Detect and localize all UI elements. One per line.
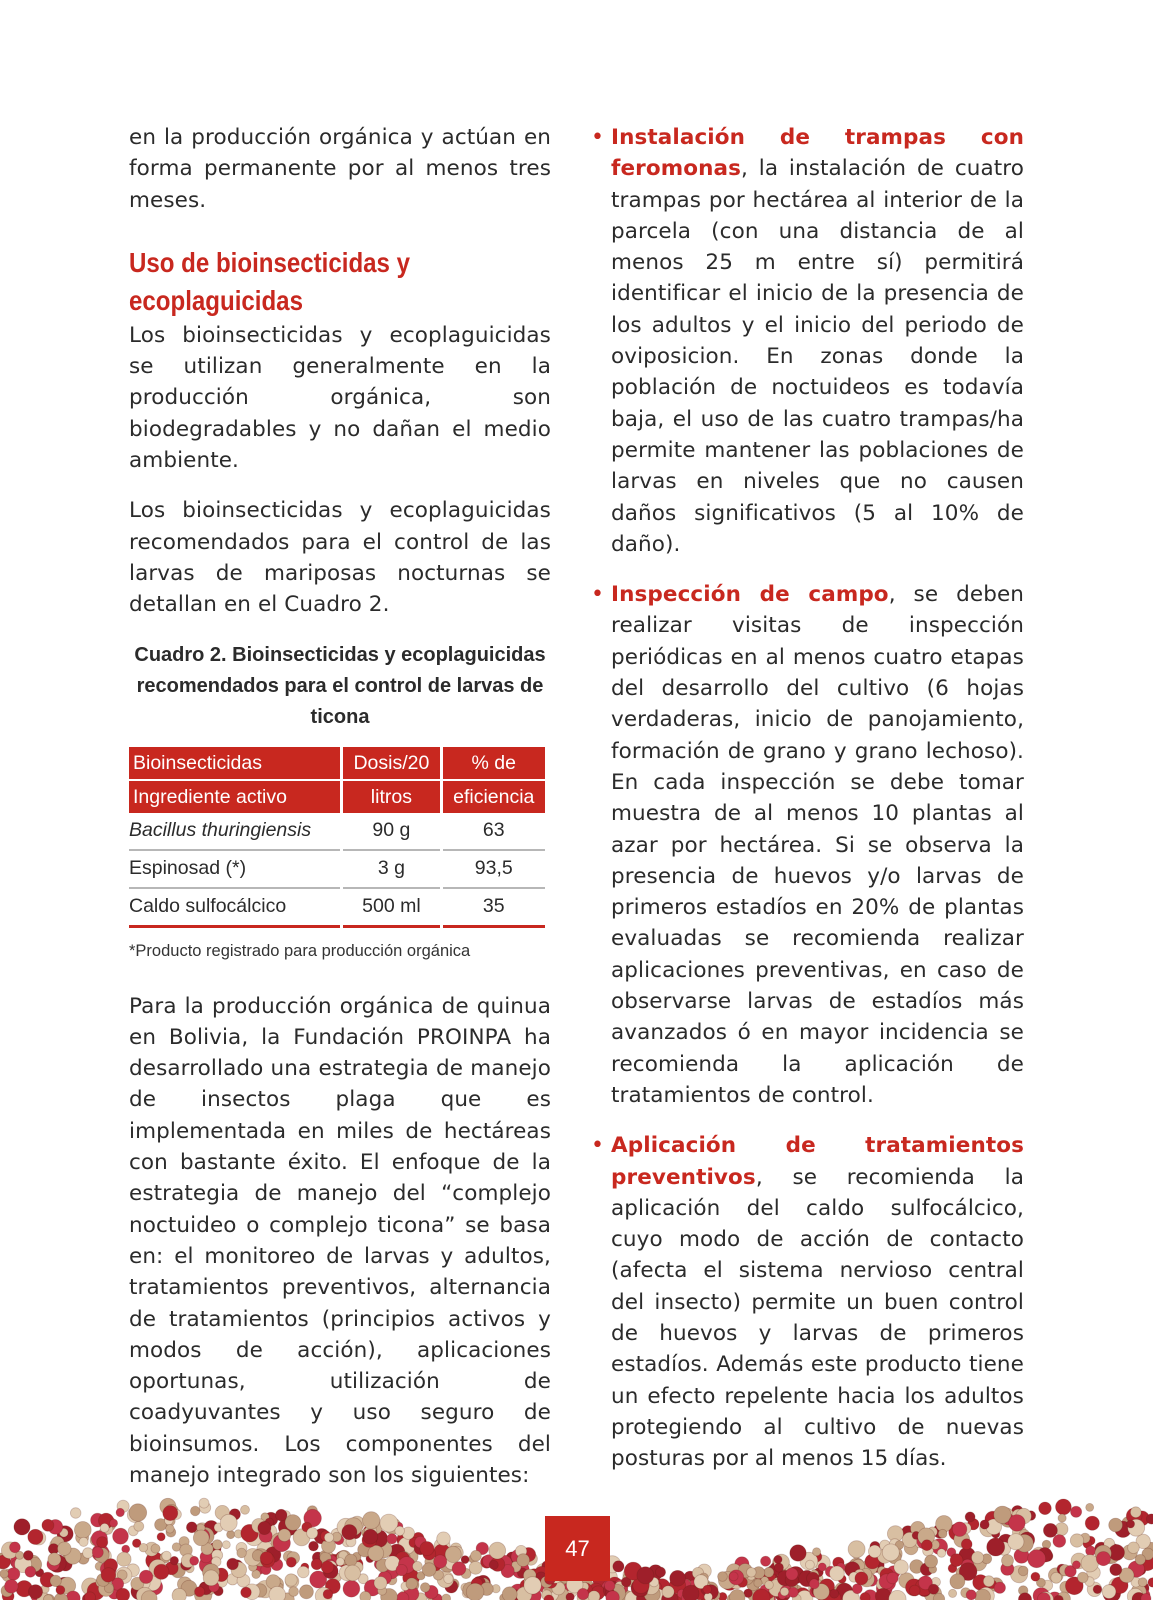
quinoa-grain bbox=[489, 1542, 506, 1559]
quinoa-grain bbox=[241, 1587, 252, 1598]
quinoa-grain bbox=[139, 1543, 148, 1552]
quinoa-grain bbox=[157, 1533, 165, 1541]
bullet-item-inspection bbox=[591, 579, 1025, 1111]
quinoa-grain bbox=[220, 1514, 237, 1531]
quinoa-grain bbox=[1093, 1585, 1102, 1594]
quinoa-grain bbox=[154, 1564, 169, 1579]
quinoa-grain bbox=[790, 1545, 806, 1561]
quinoa-grain bbox=[452, 1562, 466, 1576]
quinoa-grain bbox=[7, 1568, 20, 1581]
table-row bbox=[129, 851, 545, 889]
quinoa-grain bbox=[469, 1561, 482, 1574]
quinoa-grain bbox=[445, 1546, 461, 1562]
quinoa-grain bbox=[258, 1521, 271, 1534]
quinoa-grain bbox=[809, 1579, 819, 1589]
quinoa-grain bbox=[50, 1575, 61, 1586]
quinoa-grain bbox=[655, 1567, 665, 1577]
quinoa-grain bbox=[151, 1544, 160, 1553]
quinoa-grain bbox=[190, 1556, 199, 1565]
quinoa-grain bbox=[420, 1542, 434, 1556]
quinoa-grain bbox=[730, 1590, 746, 1600]
quinoa-grain bbox=[79, 1537, 88, 1546]
table-header-col2-bottom: litros bbox=[343, 781, 439, 813]
quinoa-grain bbox=[1009, 1515, 1026, 1532]
quinoa-grain bbox=[502, 1587, 517, 1600]
quinoa-grain bbox=[307, 1528, 318, 1539]
intro-paragraph: en la producción orgánica y actúan en forma permanente por al menos tres meses. bbox=[129, 125, 551, 213]
quinoa-grain bbox=[517, 1554, 530, 1567]
quinoa-grain bbox=[588, 1591, 600, 1600]
quinoa-grain bbox=[637, 1567, 654, 1584]
table-cell-name: Caldo sulfocálcico bbox=[129, 889, 340, 928]
quinoa-grain bbox=[764, 1567, 774, 1577]
quinoa-grain bbox=[774, 1555, 782, 1563]
quinoa-grain bbox=[747, 1568, 757, 1578]
quinoa-grain bbox=[212, 1540, 222, 1550]
quinoa-grain bbox=[434, 1555, 447, 1568]
quinoa-grain bbox=[830, 1589, 839, 1598]
quinoa-grain bbox=[604, 1580, 615, 1591]
quinoa-grain bbox=[186, 1522, 197, 1533]
quinoa-grain bbox=[1085, 1516, 1099, 1530]
quinoa-grain bbox=[289, 1587, 299, 1597]
quinoa-grain bbox=[25, 1566, 36, 1577]
quinoa-grain bbox=[980, 1520, 989, 1529]
quinoa-grain bbox=[1146, 1514, 1153, 1524]
table-row bbox=[129, 813, 545, 851]
quinoa-grain bbox=[309, 1541, 319, 1551]
quinoa-grain bbox=[1072, 1561, 1080, 1569]
quinoa-grain bbox=[84, 1592, 95, 1600]
quinoa-grain bbox=[1127, 1520, 1135, 1528]
quinoa-grain bbox=[343, 1580, 360, 1597]
quinoa-grain bbox=[894, 1560, 908, 1574]
quinoa-grain bbox=[193, 1530, 209, 1546]
quinoa-grain bbox=[1053, 1535, 1066, 1548]
quinoa-grain bbox=[113, 1528, 129, 1544]
bioinsecticides-paragraph: Los bioinsecticidas y ecoplaguicidas se utilizan generalmente en la producción orgánica, son biodegradables y no dañan el medio ambiente. bbox=[129, 322, 551, 474]
quinoa-grain bbox=[961, 1539, 972, 1550]
quinoa-grain bbox=[195, 1587, 205, 1597]
bullet-icon: • bbox=[591, 125, 605, 150]
quinoa-grain bbox=[396, 1564, 407, 1575]
quinoa-grain bbox=[222, 1541, 230, 1549]
bullet-title: Aplicación de tratamientos preventivos bbox=[611, 1133, 1024, 1190]
bullet-text: , se deben realizar visitas de inspección periódicas en al menos cuatro etapas del desarrollo del cultivo (6 hojas verdaderas, inicio de panojamiento, formación de grano y grano lechoso). En cada inspección se debe tomar muestra de al menos 10 plantas al azar por hectárea. Si se observa la presencia de huevos y/o larvas de primeros estadíos en 20% de plantas evaluadas se recomienda realizar aplicaciones preventivas, en caso de observarse larvas de estadíos más avanzados ó en mayor incidencia se recomienda la aplicación de tratamientos de control. bbox=[611, 582, 1025, 1108]
quinoa-grain bbox=[324, 1533, 333, 1542]
quinoa-grain bbox=[323, 1589, 333, 1599]
quinoa-grain bbox=[58, 1542, 72, 1556]
quinoa-grain bbox=[1141, 1593, 1151, 1600]
bullet-item-preventive bbox=[591, 1130, 1024, 1474]
quinoa-grain bbox=[110, 1519, 118, 1527]
quinoa-grain bbox=[1130, 1507, 1141, 1518]
quinoa-grain bbox=[765, 1581, 774, 1590]
quinoa-grain bbox=[406, 1578, 418, 1590]
quinoa-grain bbox=[97, 1537, 108, 1548]
quinoa-grain bbox=[285, 1574, 297, 1586]
table-header-col1-top: Bioinsecticidas bbox=[129, 747, 340, 781]
quinoa-grain bbox=[1008, 1534, 1024, 1550]
quinoa-grain bbox=[28, 1529, 43, 1544]
table-cell-efficiency: 93,5 bbox=[443, 851, 545, 889]
quinoa-grain bbox=[774, 1563, 783, 1572]
quinoa-grain bbox=[1039, 1502, 1052, 1515]
quinoa-grain bbox=[101, 1568, 116, 1583]
table-caption: Cuadro 2. Bioinsecticidas y ecoplaguicidas recomendados para el control de larvas de ticona bbox=[134, 643, 546, 728]
quinoa-grain bbox=[14, 1519, 30, 1535]
quinoa-grain bbox=[442, 1594, 451, 1600]
quinoa-grain bbox=[74, 1522, 91, 1539]
quinoa-grain bbox=[42, 1519, 54, 1531]
quinoa-grain bbox=[336, 1558, 344, 1566]
table-cell-dose: 90 g bbox=[343, 813, 439, 851]
strategy-paragraph: Para la producción orgánica de quinua en Bolivia, la Fundación PROINPA ha desarrollado una estrategia de manejo de insectos plaga que es implementada en miles de hectáreas con bastante éxito. El enfoque de la estrategia de manejo del “complejo noctuideo o complejo ticona” se basa en: el monitoreo de larvas y adultos, tratamientos preventivos, alternancia de tratamientos (principios activos y modos de acción), aplicaciones oportunas, utilización de coadyuvantes y uso seguro de bioinsumos. Los componentes del manejo integrado son los siguientes: bbox=[129, 993, 551, 1489]
quinoa-grain bbox=[950, 1574, 965, 1589]
quinoa-grain bbox=[805, 1560, 814, 1569]
quinoa-grain bbox=[260, 1552, 273, 1565]
quinoa-grain bbox=[92, 1547, 103, 1558]
quinoa-grain bbox=[909, 1585, 920, 1596]
quinoa-grain bbox=[413, 1561, 423, 1571]
quinoa-grain bbox=[1028, 1550, 1046, 1568]
section-heading bbox=[129, 244, 551, 320]
quinoa-grain bbox=[887, 1572, 899, 1584]
quinoa-grain bbox=[299, 1585, 313, 1599]
quinoa-grain bbox=[134, 1521, 144, 1531]
left-column bbox=[129, 122, 551, 1510]
quinoa-grain bbox=[83, 1548, 94, 1559]
quinoa-grain bbox=[1058, 1514, 1066, 1522]
quinoa-grain bbox=[670, 1570, 686, 1586]
quinoa-grain bbox=[170, 1556, 178, 1564]
quinoa-grain bbox=[363, 1529, 378, 1544]
quinoa-grain bbox=[466, 1583, 484, 1600]
quinoa-grain bbox=[23, 1551, 33, 1561]
quinoa-grain bbox=[1056, 1499, 1072, 1515]
bullet-item-traps bbox=[591, 122, 1024, 560]
quinoa-grain bbox=[5, 1580, 19, 1594]
table-cell-name: Espinosad (*) bbox=[129, 851, 340, 889]
quinoa-grain bbox=[1031, 1572, 1040, 1581]
quinoa-grain bbox=[950, 1554, 963, 1567]
quinoa-grain bbox=[286, 1557, 296, 1567]
quinoa-grain bbox=[577, 1588, 588, 1599]
quinoa-grain bbox=[786, 1568, 798, 1580]
quinoa-grain bbox=[162, 1551, 171, 1560]
quinoa-grain bbox=[949, 1589, 957, 1597]
quinoa-grain bbox=[70, 1508, 81, 1519]
quinoa-grain bbox=[524, 1577, 541, 1594]
page-number: 47 bbox=[545, 1516, 610, 1581]
quinoa-grain bbox=[1018, 1566, 1028, 1576]
table-cell-dose: 3 g bbox=[343, 851, 439, 889]
quinoa-grain bbox=[360, 1591, 371, 1600]
bullet-icon: • bbox=[591, 1133, 605, 1159]
quinoa-grain bbox=[117, 1552, 131, 1566]
quinoa-grain bbox=[269, 1586, 286, 1600]
bullet-text: , se recomienda la aplicación del caldo sulfocálcico, cuyo modo de acción de contacto (afecta el sistema nervioso central del insecto) permite un buen control de huevos y larvas de primeros estadíos. Además este producto tiene un efecto repelente hacia los adultos protegiendo al cultivo de nuevas posturas por al menos 15 días. bbox=[611, 1164, 1024, 1472]
quinoa-grain bbox=[139, 1570, 152, 1583]
quinoa-grain bbox=[1102, 1585, 1116, 1599]
quinoa-grain bbox=[1070, 1534, 1083, 1547]
table-header-col3-top: % de bbox=[443, 747, 545, 781]
quinoa-grain bbox=[952, 1522, 967, 1537]
quinoa-grain bbox=[929, 1584, 939, 1594]
quinoa-grain bbox=[830, 1566, 845, 1581]
quinoa-grain bbox=[1078, 1572, 1089, 1583]
quinoa-grain bbox=[395, 1526, 405, 1536]
quinoa-grain bbox=[972, 1552, 984, 1564]
quinoa-grain bbox=[420, 1583, 430, 1593]
table-footnote: *Producto registrado para producción orgánica bbox=[129, 941, 471, 960]
quinoa-grain bbox=[1043, 1523, 1057, 1537]
quinoa-grain bbox=[311, 1559, 322, 1570]
quinoa-grain bbox=[275, 1509, 287, 1521]
quinoa-grain bbox=[868, 1545, 881, 1558]
section-heading-line2: ecoplaguicidas bbox=[129, 284, 303, 316]
quinoa-grain bbox=[994, 1582, 1005, 1593]
quinoa-grain bbox=[1096, 1552, 1110, 1566]
quinoa-grain bbox=[983, 1576, 994, 1587]
table-header-col3-bottom: eficiencia bbox=[443, 781, 545, 813]
quinoa-grain bbox=[729, 1572, 738, 1581]
quinoa-grain bbox=[1135, 1554, 1145, 1564]
table-cell-name: Bacillus thuringiensis bbox=[129, 813, 340, 851]
section-heading-line1: Uso de bioinsecticidas y bbox=[129, 246, 411, 278]
quinoa-grain bbox=[788, 1587, 798, 1597]
table-header-col2-top: Dosis/20 bbox=[343, 747, 439, 781]
quinoa-grain bbox=[374, 1577, 387, 1590]
quinoa-grain bbox=[855, 1572, 868, 1585]
recommended-paragraph: Los bioinsecticidas y ecoplaguicidas recomendados para el control de las larvas de mariposas nocturnas se detallan en el Cuadro 2. bbox=[129, 498, 551, 618]
quinoa-grain bbox=[882, 1544, 899, 1561]
bullet-title: Inspección de campo bbox=[611, 582, 889, 608]
quinoa-grain bbox=[100, 1523, 109, 1532]
quinoa-grain bbox=[28, 1585, 42, 1599]
quinoa-grain bbox=[387, 1534, 397, 1544]
quinoa-grain bbox=[56, 1586, 65, 1595]
quinoa-grain bbox=[613, 1561, 624, 1572]
bioinsecticides-table bbox=[126, 747, 548, 928]
quinoa-grain bbox=[471, 1550, 482, 1561]
quinoa-grain bbox=[203, 1570, 219, 1586]
quinoa-grain bbox=[662, 1586, 674, 1598]
quinoa-grain bbox=[363, 1512, 380, 1529]
quinoa-grain bbox=[925, 1555, 938, 1568]
quinoa-grain bbox=[437, 1532, 451, 1546]
quinoa-grain bbox=[703, 1585, 712, 1594]
quinoa-grain bbox=[965, 1512, 975, 1522]
quinoa-grain bbox=[0, 1570, 8, 1579]
quinoa-grain bbox=[48, 1553, 61, 1566]
table-header-col1-bottom: Ingrediente activo bbox=[129, 781, 340, 813]
quinoa-grain bbox=[1086, 1503, 1094, 1511]
quinoa-grain bbox=[761, 1556, 771, 1566]
quinoa-grain bbox=[987, 1538, 1005, 1556]
quinoa-grain bbox=[1002, 1555, 1014, 1567]
table-cell-dose: 500 ml bbox=[343, 889, 439, 928]
quinoa-grain bbox=[321, 1561, 334, 1574]
quinoa-grain bbox=[848, 1541, 865, 1558]
quinoa-grain bbox=[298, 1566, 310, 1578]
quinoa-grain bbox=[116, 1588, 130, 1600]
table-cell-efficiency: 35 bbox=[443, 889, 545, 928]
quinoa-grain bbox=[237, 1548, 247, 1558]
quinoa-grain bbox=[227, 1531, 235, 1539]
quinoa-grain bbox=[1081, 1555, 1098, 1572]
quinoa-grain bbox=[813, 1548, 821, 1556]
quinoa-grain bbox=[285, 1515, 301, 1531]
table-row bbox=[129, 889, 545, 928]
table-cell-efficiency: 63 bbox=[443, 813, 545, 851]
bullet-icon: • bbox=[591, 582, 605, 608]
quinoa-grain bbox=[937, 1549, 946, 1558]
quinoa-grain bbox=[922, 1540, 933, 1551]
quinoa-grain bbox=[1138, 1578, 1147, 1587]
quinoa-grain bbox=[166, 1525, 175, 1534]
quinoa-grain bbox=[172, 1588, 186, 1600]
quinoa-grain bbox=[718, 1572, 728, 1582]
quinoa-grain bbox=[1109, 1518, 1123, 1532]
quinoa-grain bbox=[818, 1563, 826, 1571]
quinoa-grain bbox=[860, 1593, 870, 1600]
right-column bbox=[591, 122, 1025, 1493]
quinoa-grain bbox=[1071, 1506, 1082, 1517]
quinoa-grain bbox=[754, 1579, 762, 1587]
bullet-title: Instalación de trampas con feromonas bbox=[611, 125, 1024, 182]
quinoa-grain bbox=[116, 1508, 124, 1516]
quinoa-grain bbox=[566, 1593, 574, 1600]
quinoa-grain bbox=[278, 1529, 291, 1542]
quinoa-grain bbox=[227, 1558, 239, 1570]
quinoa-grain bbox=[444, 1574, 453, 1583]
quinoa-grain bbox=[966, 1590, 976, 1600]
quinoa-grain bbox=[345, 1554, 357, 1566]
quinoa-grain bbox=[1110, 1564, 1122, 1576]
quinoa-grain bbox=[10, 1542, 21, 1553]
quinoa-grain bbox=[345, 1565, 361, 1581]
quinoa-grain bbox=[938, 1529, 947, 1538]
quinoa-grain bbox=[1128, 1542, 1140, 1554]
quinoa-grain bbox=[489, 1560, 498, 1569]
bullet-text: , la instalación de cuatro trampas por hectárea al interior de la parcela (con una distancia de al menos 25 m entre sí) permitirá identificar el inicio de la presencia de los adultos y el inicio del periodo de oviposicion. En zonas donde la población de noctuideos es todavía baja, el uso de las cuatro trampas/ha permite mantener las poblaciones de larvas en niveles que no causen daños significativos (5 al 10% de daño). bbox=[611, 156, 1024, 557]
quinoa-grain bbox=[422, 1563, 436, 1577]
quinoa-grain bbox=[342, 1525, 357, 1540]
quinoa-grain bbox=[780, 1587, 789, 1596]
